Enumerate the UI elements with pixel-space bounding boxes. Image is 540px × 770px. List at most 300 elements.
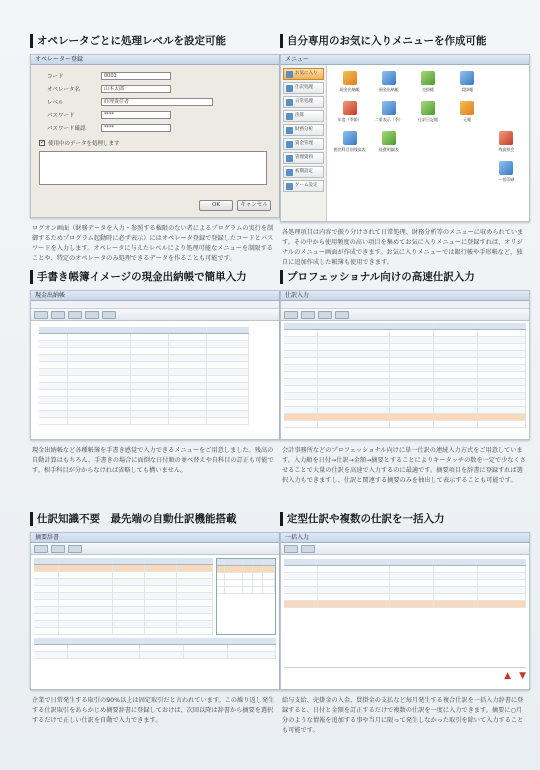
menu-tile-label: 一括印刷 — [498, 177, 515, 182]
ledger-icon — [382, 161, 396, 175]
auto-journal-screenshot — [30, 532, 280, 690]
list-item[interactable] — [217, 573, 275, 580]
table-cell — [318, 587, 391, 593]
sidebar-item[interactable] — [283, 96, 324, 108]
table-cell — [243, 559, 253, 565]
table-cell — [59, 579, 113, 585]
table-header — [34, 558, 213, 565]
list-item[interactable] — [217, 587, 275, 594]
table-row[interactable] — [34, 607, 213, 614]
table-row[interactable] — [39, 383, 249, 390]
table-cell — [284, 379, 318, 385]
table-cell — [207, 362, 249, 368]
checkbox-label: 使用中のデータを処理します — [48, 141, 120, 147]
table-row[interactable] — [34, 645, 276, 652]
table-cell — [131, 355, 169, 361]
table-row[interactable] — [284, 580, 526, 587]
menu-tile-label: 二重表示（季） — [374, 117, 403, 122]
table-cell — [434, 337, 478, 343]
table-cell — [131, 404, 169, 410]
table-cell — [434, 580, 478, 586]
table-cell — [68, 411, 131, 417]
toolbar — [31, 543, 279, 555]
cashbook-grid — [31, 321, 279, 425]
favorites-sidebar — [281, 65, 327, 222]
sidebar-item[interactable] — [283, 138, 324, 150]
menu-tile[interactable] — [331, 131, 368, 159]
list-item[interactable] — [217, 580, 275, 587]
menu-tile[interactable] — [370, 71, 407, 99]
table-row-selected[interactable] — [284, 414, 526, 421]
table-cell — [318, 344, 391, 350]
table-cell — [39, 355, 68, 361]
dictionary-popup[interactable] — [216, 558, 276, 635]
table-cell — [39, 397, 68, 403]
table-row[interactable] — [284, 566, 526, 573]
sidebar-item[interactable] — [283, 82, 324, 94]
toolbar — [281, 543, 529, 555]
menu-tile[interactable] — [370, 131, 407, 159]
table-cell — [68, 390, 131, 396]
table-row[interactable] — [34, 586, 213, 593]
up-arrow-icon[interactable]: ▲ — [504, 671, 512, 681]
table-cell — [34, 645, 68, 651]
table-header — [34, 638, 276, 645]
down-arrow-icon[interactable]: ▼ — [519, 671, 526, 681]
menu-tile-label: 仕訳日記帳 — [417, 117, 438, 122]
table-cell — [34, 565, 59, 571]
toolbar-button[interactable] — [68, 545, 82, 553]
table-cell — [253, 587, 263, 593]
table-cell — [140, 638, 184, 644]
table-row[interactable] — [39, 376, 249, 383]
menu-tile-empty — [370, 161, 407, 189]
sidebar-item[interactable] — [283, 152, 324, 164]
table-row[interactable] — [34, 652, 276, 659]
menu-tile-empty — [488, 71, 525, 99]
table-cell — [34, 638, 68, 644]
table-row[interactable] — [284, 358, 526, 365]
menu-tile[interactable] — [409, 101, 446, 129]
table-row[interactable] — [39, 397, 249, 404]
sidebar-item-label: 資金管理 — [295, 141, 313, 146]
table-cell — [284, 594, 318, 600]
table-cell — [284, 386, 318, 392]
toolbar-button[interactable] — [335, 311, 349, 319]
menu-tile-label: 元帳 — [463, 117, 472, 122]
table-cell — [390, 358, 434, 364]
table-cell — [207, 327, 249, 333]
table-row[interactable] — [284, 330, 526, 337]
table-cell — [34, 572, 59, 578]
table-cell — [478, 573, 526, 579]
table-cell — [390, 580, 434, 586]
table-row[interactable] — [34, 572, 213, 579]
table-cell — [318, 337, 391, 343]
table-row-selected[interactable] — [284, 601, 526, 608]
table-row[interactable] — [284, 386, 526, 393]
level-label: レベル — [47, 100, 64, 106]
table-cell — [225, 566, 242, 572]
table-cell — [390, 414, 434, 420]
section-title: 手書き帳簿イメージの現金出納帳で簡単入力 — [30, 270, 280, 284]
table-cell — [434, 601, 478, 607]
menu-tile[interactable] — [409, 71, 446, 99]
table-cell — [228, 645, 276, 651]
table-row[interactable] — [284, 379, 526, 386]
table-cell — [113, 607, 145, 613]
table-cell — [225, 587, 242, 593]
window-title: 現金出納帳 — [31, 291, 279, 301]
table-row[interactable] — [284, 351, 526, 358]
menu-tile[interactable] — [331, 71, 368, 99]
menu-bar — [281, 301, 529, 309]
level-select[interactable]: 経理責任者 — [101, 98, 213, 106]
table-cell — [434, 594, 478, 600]
code-row — [39, 71, 271, 81]
toolbar-button[interactable] — [301, 311, 315, 319]
code-label: コード — [47, 74, 64, 80]
table-cell — [225, 573, 242, 579]
table-cell — [145, 579, 177, 585]
table-row[interactable] — [39, 348, 249, 355]
favorites-menu-screenshot — [280, 54, 530, 222]
table-row[interactable] — [284, 573, 526, 580]
table-cell — [34, 558, 59, 564]
list-item[interactable] — [217, 566, 275, 573]
menu-icon — [286, 113, 293, 120]
table-cell — [434, 393, 478, 399]
table-cell — [207, 383, 249, 389]
table-cell — [68, 404, 131, 410]
menu-tile[interactable] — [488, 161, 525, 189]
table-cell — [169, 404, 207, 410]
table-cell — [318, 386, 391, 392]
table-row[interactable] — [284, 337, 526, 344]
table-cell — [434, 351, 478, 357]
table-cell — [263, 566, 275, 572]
table-header — [39, 327, 249, 334]
table-cell — [243, 580, 253, 586]
sidebar-item[interactable] — [283, 110, 324, 122]
sidebar-item-label: 仕訳処理 — [295, 85, 313, 90]
table-cell — [39, 390, 68, 396]
table-cell — [263, 559, 275, 565]
table-cell — [217, 566, 225, 572]
table-cell — [434, 372, 478, 378]
table-cell — [263, 573, 275, 579]
table-cell — [113, 558, 145, 564]
table-cell — [34, 628, 59, 634]
toolbar-button[interactable] — [284, 311, 298, 319]
table-cell — [177, 558, 213, 564]
ledger-icon — [460, 131, 474, 145]
table-cell — [284, 365, 318, 371]
entry-grid — [31, 638, 279, 659]
table-row[interactable] — [34, 628, 213, 635]
table-cell — [318, 400, 391, 406]
table-cell — [318, 559, 391, 565]
table-cell — [318, 580, 391, 586]
cancel-button[interactable]: キャンセル — [237, 200, 271, 211]
table-row[interactable] — [39, 334, 249, 341]
menu-tile[interactable] — [331, 101, 368, 129]
table-cell — [478, 414, 526, 420]
table-cell — [284, 580, 318, 586]
menu-icon — [286, 99, 293, 106]
table-cell — [284, 573, 318, 579]
table-cell — [113, 579, 145, 585]
ledger-icon — [382, 71, 396, 85]
table-cell — [39, 362, 68, 368]
table-cell — [145, 600, 177, 606]
table-cell — [145, 593, 177, 599]
password-confirm-field[interactable]: **** — [101, 124, 171, 132]
toolbar-button[interactable] — [51, 545, 65, 553]
ledger-icon — [499, 71, 513, 85]
sidebar-item[interactable] — [283, 124, 324, 136]
table-cell — [318, 601, 391, 607]
sidebar-item[interactable] — [283, 68, 324, 80]
toolbar-button[interactable] — [85, 311, 99, 319]
table-cell — [284, 407, 318, 413]
table-row[interactable] — [39, 411, 249, 418]
password-confirm-label: パスワード確認 — [47, 126, 86, 132]
table-row[interactable] — [34, 621, 213, 628]
window-title: 仕訳入力 — [281, 291, 529, 301]
section-batch-entry — [280, 512, 530, 736]
table-cell — [390, 323, 434, 329]
name-label: オペレータ名 — [47, 87, 81, 93]
ledger-icon — [460, 101, 474, 115]
table-cell — [207, 390, 249, 396]
table-cell — [478, 372, 526, 378]
table-cell — [284, 601, 318, 607]
table-cell — [131, 411, 169, 417]
table-cell — [34, 579, 59, 585]
table-cell — [68, 376, 131, 382]
table-cell — [177, 614, 213, 620]
table-cell — [390, 379, 434, 385]
table-row[interactable] — [284, 344, 526, 351]
table-cell — [207, 334, 249, 340]
table-cell — [207, 404, 249, 410]
table-cell — [263, 580, 275, 586]
table-cell — [284, 358, 318, 364]
table-cell — [145, 572, 177, 578]
table-cell — [284, 372, 318, 378]
table-row[interactable] — [284, 365, 526, 372]
table-row[interactable] — [284, 421, 526, 428]
table-cell — [478, 386, 526, 392]
table-cell — [131, 383, 169, 389]
table-row[interactable] — [39, 404, 249, 411]
sidebar-item[interactable] — [283, 166, 324, 178]
table-row[interactable] — [284, 372, 526, 379]
table-cell — [478, 330, 526, 336]
table-cell — [478, 601, 526, 607]
memo-box[interactable] — [39, 151, 267, 185]
table-row[interactable] — [39, 355, 249, 362]
menu-tile[interactable] — [449, 71, 486, 99]
table-cell — [253, 573, 263, 579]
toolbar-button[interactable] — [284, 545, 298, 553]
table-cell — [145, 565, 177, 571]
table-row[interactable] — [284, 400, 526, 407]
table-cell — [39, 383, 68, 389]
toolbar-button[interactable] — [68, 311, 82, 319]
table-cell — [68, 418, 131, 424]
table-cell — [207, 397, 249, 403]
table-cell — [113, 572, 145, 578]
table-cell — [113, 621, 145, 627]
table-cell — [478, 559, 526, 565]
use-data-checkbox[interactable] — [39, 139, 271, 147]
table-header — [284, 323, 526, 330]
table-cell — [177, 628, 213, 634]
password-field[interactable]: **** — [101, 111, 171, 119]
table-cell — [284, 414, 318, 420]
table-row[interactable] — [34, 593, 213, 600]
table-cell — [390, 344, 434, 350]
table-cell — [284, 566, 318, 572]
table-cell — [177, 579, 213, 585]
table-row[interactable] — [284, 393, 526, 400]
window-title: メニュー — [281, 55, 529, 65]
table-cell — [169, 390, 207, 396]
table-row[interactable] — [34, 614, 213, 621]
table-row[interactable] — [284, 587, 526, 594]
section-description: 給与支給、売掛金の入金、買掛金の支払など毎月発生する複合仕訳を一括入力辞書に登録すると、日付と金額を訂正するだけで複数の仕訳を一度に入力できます。摘要に○月分のような情報を追加する事や当月に限って発生しなかった取引を除いて入力することも可能です。 — [282, 697, 524, 734]
table-row[interactable] — [34, 579, 213, 586]
code-field[interactable]: 0001 — [101, 72, 171, 80]
name-field[interactable]: 山本太郎 — [101, 85, 171, 93]
table-row-selected[interactable] — [34, 565, 213, 572]
table-row[interactable] — [39, 341, 249, 348]
table-cell — [390, 351, 434, 357]
section-title: プロフェッショナル向けの高速仕訳入力 — [280, 270, 530, 284]
table-cell — [145, 607, 177, 613]
table-cell — [34, 600, 59, 606]
ledger-icon — [382, 131, 396, 145]
table-row[interactable] — [39, 369, 249, 376]
table-cell — [68, 369, 131, 375]
table-row[interactable] — [39, 362, 249, 369]
sidebar-item-label: 日常処理 — [295, 99, 313, 104]
table-cell — [39, 418, 68, 424]
table-cell — [434, 358, 478, 364]
toolbar-button[interactable] — [102, 311, 116, 319]
table-cell — [390, 365, 434, 371]
toolbar-button[interactable] — [301, 545, 315, 553]
table-cell — [434, 386, 478, 392]
table-cell — [318, 573, 391, 579]
table-header — [217, 559, 275, 566]
table-cell — [478, 358, 526, 364]
table-cell — [113, 586, 145, 592]
section-title: 定型仕訳や複数の仕訳を一括入力 — [280, 512, 530, 526]
section-title: 仕訳知識不要 最先端の自動仕訳機能搭載 — [30, 512, 280, 526]
table-cell — [145, 628, 177, 634]
table-cell — [434, 587, 478, 593]
table-cell — [434, 573, 478, 579]
menu-tile[interactable] — [488, 131, 525, 159]
table-cell — [207, 355, 249, 361]
menu-tile[interactable] — [449, 101, 486, 129]
table-cell — [113, 614, 145, 620]
password-confirm-row — [39, 123, 271, 133]
menu-tile-empty — [449, 161, 486, 189]
table-cell — [140, 645, 184, 651]
table-cell — [68, 383, 131, 389]
table-row[interactable] — [39, 418, 249, 425]
table-row[interactable] — [284, 594, 526, 601]
table-cell — [284, 559, 318, 565]
checkbox-icon[interactable] — [39, 140, 45, 146]
toolbar-button[interactable] — [34, 311, 48, 319]
section-description: 現金出納帳など各種帳簿を手書き感覚で入力できるメニューをご用意しました。残高の自動計算はもちろん、手書きの場合に面倒な日付順の並べ替えや自科目の訂正も可能です。相手科目が分からなければ省略しても構いません。 — [32, 447, 274, 474]
table-cell — [169, 383, 207, 389]
table-cell — [145, 614, 177, 620]
table-cell — [390, 393, 434, 399]
table-cell — [177, 600, 213, 606]
table-cell — [434, 559, 478, 565]
menu-icon — [286, 183, 293, 190]
table-row[interactable] — [34, 600, 213, 607]
ok-button[interactable]: OK — [199, 200, 233, 211]
table-cell — [217, 559, 225, 565]
table-cell — [390, 601, 434, 607]
toolbar-button[interactable] — [318, 311, 332, 319]
sidebar-item[interactable] — [283, 180, 324, 192]
table-cell — [217, 580, 225, 586]
table-cell — [140, 652, 184, 658]
table-cell — [131, 362, 169, 368]
table-cell — [284, 393, 318, 399]
table-cell — [263, 587, 275, 593]
password-label: パスワード — [47, 113, 75, 119]
table-row[interactable] — [39, 390, 249, 397]
table-cell — [434, 421, 478, 427]
table-cell — [478, 587, 526, 593]
table-cell — [131, 418, 169, 424]
window-title: 摘要辞書 — [31, 533, 279, 543]
table-row[interactable] — [284, 407, 526, 414]
section-title: 自分専用のお気に入りメニューを作成可能 — [280, 34, 530, 48]
table-cell — [113, 565, 145, 571]
toolbar-button[interactable] — [34, 545, 48, 553]
batch-entry-screenshot — [280, 532, 530, 690]
table-cell — [434, 414, 478, 420]
batch-grid — [281, 555, 529, 612]
menu-icon — [286, 155, 293, 162]
toolbar-button[interactable] — [51, 311, 65, 319]
table-cell — [68, 355, 131, 361]
table-cell — [39, 327, 68, 333]
table-cell — [390, 421, 434, 427]
table-cell — [184, 645, 228, 651]
section-cashbook — [30, 270, 280, 476]
table-cell — [217, 573, 225, 579]
table-cell — [177, 621, 213, 627]
menu-tile[interactable] — [370, 101, 407, 129]
menu-tile-empty — [409, 161, 446, 189]
ledger-icon — [343, 71, 357, 85]
ledger-icon — [421, 161, 435, 175]
sidebar-item-label: 決算 — [295, 113, 304, 118]
table-cell — [169, 341, 207, 347]
table-cell — [434, 330, 478, 336]
